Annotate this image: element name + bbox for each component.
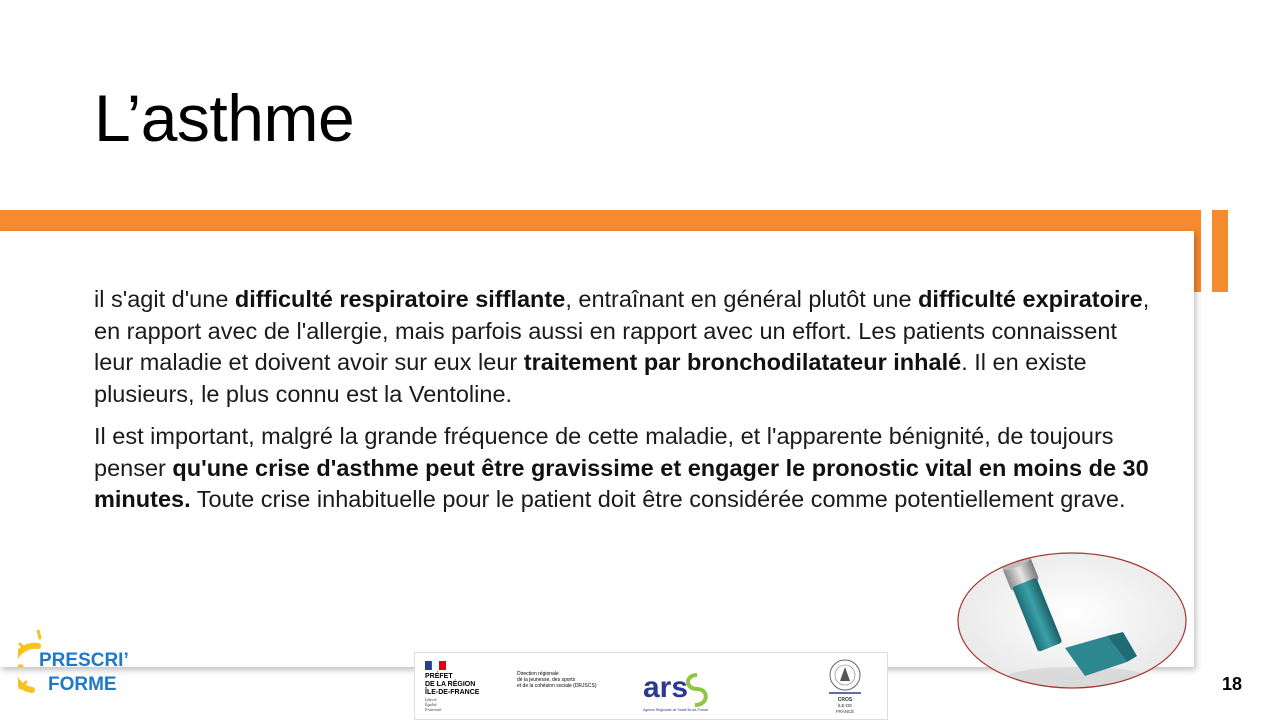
bold-span: qu'une crise d'asthme peut être gravissime et engager le pronostic vital en moins de 30 minutes. [94,454,1149,512]
sun-icon [18,630,40,690]
bold-span: difficulté respiratoire sifflante [234,286,566,312]
marianne-icon [425,661,446,670]
partner-logos [414,652,888,720]
text-span: il s'agit d'une [94,286,235,312]
text-span: , entraînant en général plutôt une [565,286,919,312]
cros-line3: FRANCE [835,709,855,714]
motto-fraternite: Fraternité [425,707,442,712]
cros-line1: CROS [837,697,853,703]
ars-logo: ars [643,671,689,704]
prescriforme-logo [18,630,138,702]
inhaler-image [957,552,1187,689]
paragraph-warning [94,421,1154,516]
cros-line2: ÎLE-DE [837,703,853,708]
slide-body [94,284,1154,527]
drjscs-line3: et de la cohésion sociale (DRJSCS) [517,683,597,689]
accent-bar-vertical-right [1212,210,1228,292]
text-span: Toute crise inhabituelle pour le patient doit être considérée comme potentiellement grave. [190,486,1126,512]
motto-liberte: Liberté [425,697,437,702]
paragraph-definition [94,284,1154,410]
forme-text: FORME [48,674,117,695]
ars-s-icon [688,675,706,705]
accent-bar-horizontal [0,210,1201,231]
motto-egalite: Égalité [425,702,437,707]
prefet-line1: PRÉFET [425,673,453,680]
prescri-text: PRESCRI’ [39,650,129,671]
slide-title: L’asthme [94,81,355,155]
prefet-line3: ÎLE-DE-FRANCE [425,689,480,696]
text-span: . Il en existe plusieurs, le plus connu est la Ventoline. [94,349,1087,407]
text-span: Il est important, malgré la grande fréquence de cette maladie, et l'apparente bénignité, de toujours penser [94,423,1114,481]
drjscs-line2: de la jeunesse, des sports [517,677,576,683]
bold-span: difficulté expiratoire [918,286,1143,312]
cros-rooster-icon [830,660,860,690]
prefet-line2: DE LA RÉGION [425,681,476,688]
drjscs-line1: Direction régionale [517,671,559,677]
text-span: , en rapport avec de l'allergie, mais parfois aussi en rapport avec un effort. Les patients connaissent leur maladie et doivent avoir sur eux leur [94,286,1150,375]
bold-span: traitement par bronchodilatateur inhalé [523,349,962,375]
partner-logos-svg [415,653,887,719]
page-number: 18 [1222,674,1243,694]
ars-subtitle: Agence Régionale de Santé Île-de-France [643,708,709,712]
